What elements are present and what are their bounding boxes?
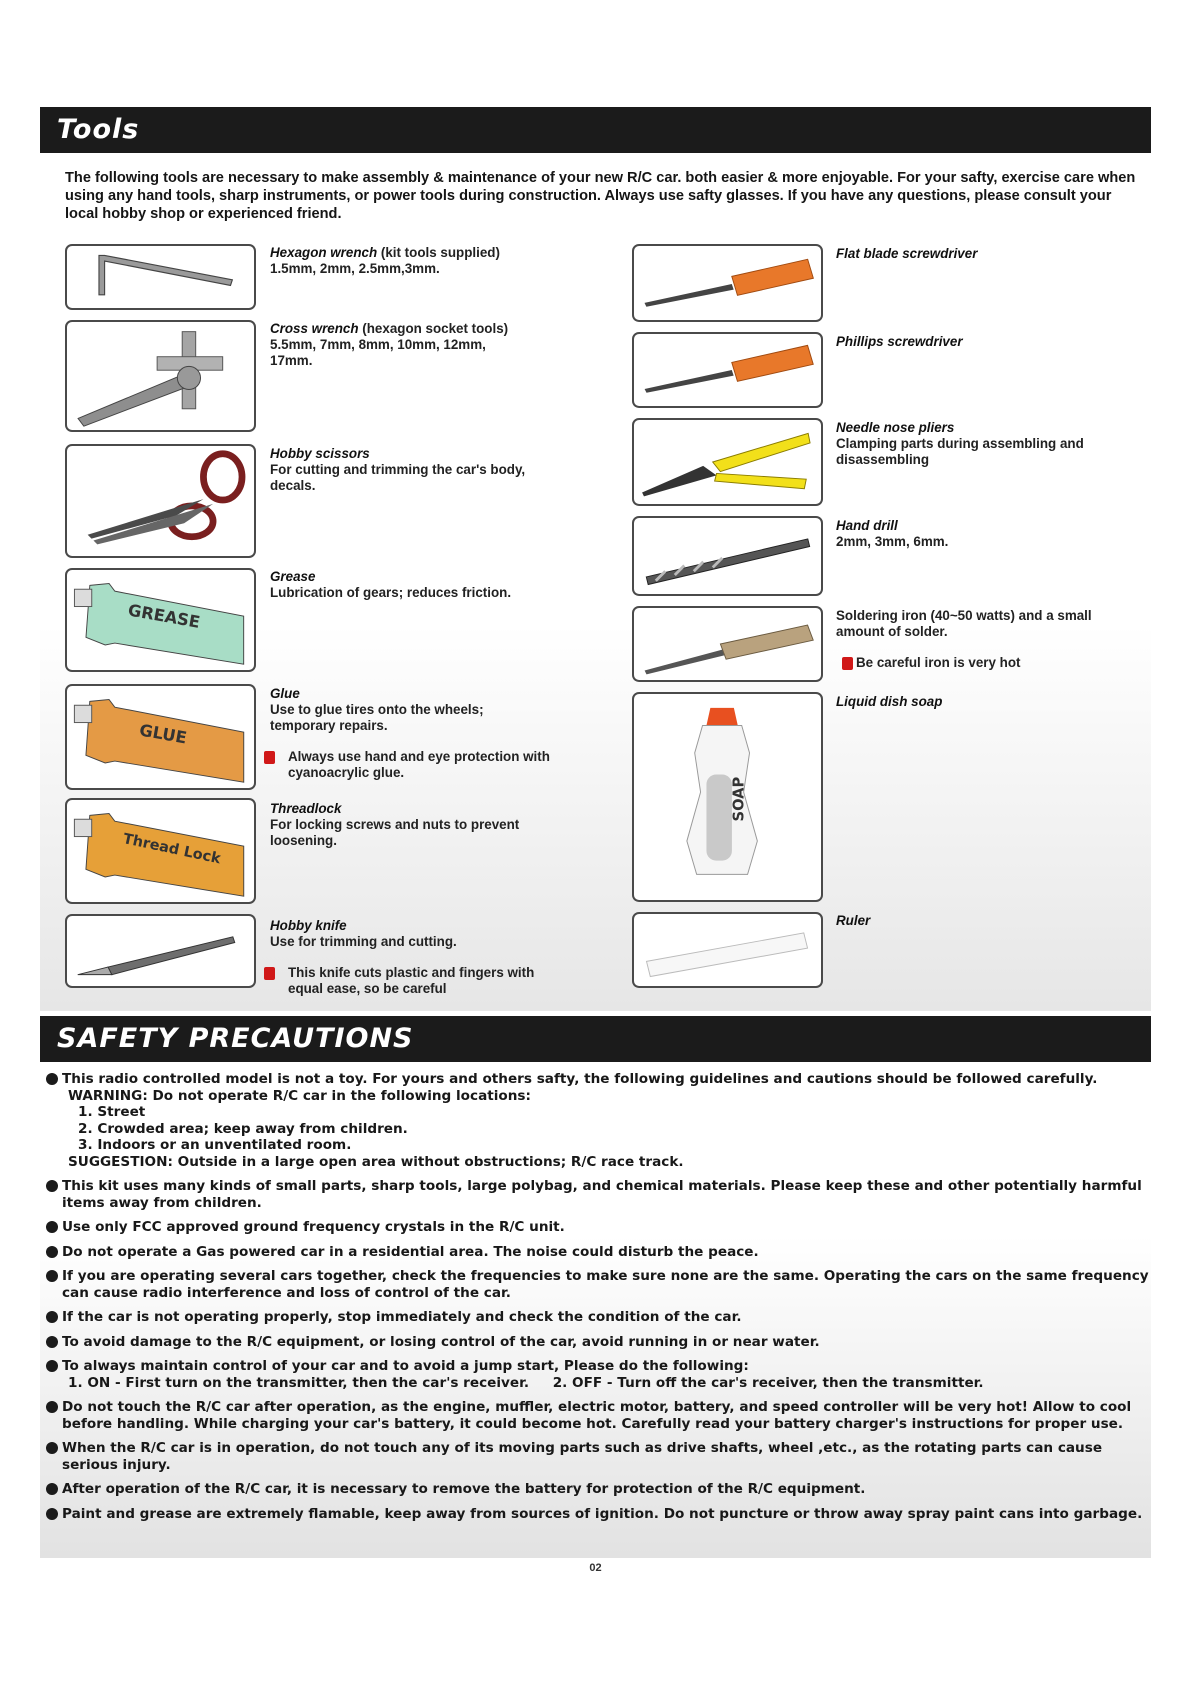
tool-name: Phillips screwdriver [836, 334, 963, 349]
safety-header: SAFETY PRECAUTIONS [40, 1016, 1151, 1062]
pliers-image [632, 418, 823, 506]
safety-item [46, 1334, 1151, 1351]
location-item: 3. Indoors or an unventilated room. [78, 1137, 352, 1153]
bullet-icon [46, 1442, 58, 1454]
grease-tube-icon [67, 570, 254, 670]
soap-text [836, 694, 1126, 710]
warning-text: Always use hand and eye protection with cyanoacrylic glue. [288, 749, 550, 780]
bullet-icon [46, 1401, 58, 1413]
soap-bottle-icon [634, 694, 821, 900]
hand-drill-text [836, 518, 1126, 550]
warning-label: WARNING: [68, 1087, 148, 1104]
bullet-icon [46, 1483, 58, 1495]
tool-desc: Use for trimming and cutting. [270, 934, 457, 949]
glue-label: GLUE [137, 720, 189, 748]
threadlock-text [270, 801, 550, 849]
safety-item [46, 1071, 1151, 1170]
hexagon-wrench-image [65, 244, 256, 310]
flat-screwdriver-icon [634, 246, 821, 320]
soldering-iron-text [836, 608, 1126, 640]
tool-name: Flat blade screwdriver [836, 246, 978, 261]
soap-label: SOAP [730, 776, 748, 822]
tool-name: Ruler [836, 913, 871, 928]
location-item: 1. Street [78, 1104, 146, 1120]
safety-text: When the R/C car is in operation, do not touch any of its moving parts such as drive shafts, wheel ,etc., as the rotating parts can cause serious injury. [62, 1440, 1103, 1473]
safety-text: After operation of the R/C car, it is necessary to remove the battery for protection of the R/C equipment. [62, 1481, 866, 1497]
cross-wrench-icon [67, 322, 254, 430]
bullet-icon [46, 1311, 58, 1323]
safety-item [46, 1178, 1151, 1211]
page-number: 02 [589, 1562, 602, 1574]
warning-text: Do not operate R/C car in the following locations: [147, 1087, 531, 1104]
hobby-knife-icon [67, 916, 254, 986]
cross-wrench-image [65, 320, 256, 432]
bullet-icon [46, 1508, 58, 1520]
tool-name: Needle nose pliers [836, 420, 955, 435]
safety-item [46, 1244, 1151, 1261]
pliers-text [836, 420, 1126, 468]
safety-item [46, 1358, 1151, 1391]
tool-name: Hobby scissors [270, 446, 370, 461]
grease-label: GREASE [126, 600, 202, 632]
drill-bit-image [632, 516, 823, 596]
tool-name: Hexagon wrench [270, 245, 378, 260]
safety-item [46, 1481, 1151, 1498]
tool-desc: 2mm, 3mm, 6mm. [836, 534, 949, 549]
suggestion-text: Outside in a large open area without obstructions; R/C race track. [172, 1153, 684, 1170]
glue-text [270, 686, 540, 734]
threadlock-image [65, 798, 256, 904]
hobby-knife-warning [264, 965, 554, 997]
hobby-knife-text [270, 918, 550, 950]
warning-icon [264, 751, 275, 764]
glue-tube-icon [67, 686, 254, 788]
drill-bit-icon [634, 518, 821, 594]
bullet-icon [46, 1246, 58, 1258]
hexagon-wrench-text [270, 245, 540, 277]
ruler-icon [634, 914, 821, 986]
tool-suffix: (hexagon socket tools) [358, 321, 509, 336]
cross-wrench-text [270, 321, 540, 369]
safety-item [46, 1399, 1151, 1432]
safety-item [46, 1506, 1151, 1523]
ruler-image [632, 912, 823, 988]
flat-screwdriver-text [836, 246, 1126, 262]
safety-text: To always maintain control of your car and to avoid a jump start, Please do the following: [62, 1358, 749, 1374]
hobby-knife-image [65, 914, 256, 988]
tool-desc: 1.5mm, 2mm, 2.5mm,3mm. [270, 261, 440, 276]
ruler-text [836, 913, 1126, 929]
bullet-icon [46, 1270, 58, 1282]
threadlock-label: Thread Lock [121, 831, 222, 868]
safety-text: Do not operate a Gas powered car in a residential area. The noise could disturb the peace. [62, 1243, 759, 1260]
safety-text: Do not touch the R/C car after operation, as the engine, muffler, electric motor, battery, and speed controller will be very hot! Allow to cool before handling. While charging your car's battery, it could become hot. Carefully read your battery charger's instructions for proper use. [62, 1399, 1132, 1432]
tool-desc: Use to glue tires onto the wheels; temporary repairs. [270, 702, 484, 733]
safety-text: This kit uses many kinds of small parts, sharp tools, large polybag, and chemical materials. Please keep these and other potentially harmful items away from children. [62, 1178, 1142, 1211]
safety-item [46, 1309, 1151, 1326]
soldering-iron-warning [842, 655, 1132, 671]
warning-text: This knife cuts plastic and fingers with equal ease, so be careful [288, 965, 535, 996]
warning-text: Be careful iron is very hot [856, 655, 1021, 670]
grease-text [270, 569, 550, 601]
tool-desc: For locking screws and nuts to prevent loosening. [270, 817, 520, 848]
tool-name: Glue [270, 686, 300, 701]
phillips-screwdriver-image [632, 332, 823, 408]
scissors-text [270, 446, 550, 494]
safety-text: This radio controlled model is not a toy. For yours and others safty, the following guidelines and cautions should be followed carefully. [62, 1071, 1098, 1087]
location-item: 2. Crowded area; keep away from children. [78, 1120, 408, 1137]
tools-intro: The following tools are necessary to make assembly & maintenance of your new R/C car. both easier & more enjoyable. For your safty, exercise care when using any hand tools, sharp instruments, or power tools during construction. Always use safty glasses. If you have any questions, please consult your local hobby shop or experienced friend. [65, 170, 1136, 222]
tool-name: Hobby knife [270, 918, 347, 933]
safety-item [46, 1219, 1151, 1236]
soldering-iron-image [632, 606, 823, 682]
glue-warning [264, 749, 554, 781]
tool-name: Liquid dish soap [836, 694, 943, 709]
threadlock-tube-icon [67, 800, 254, 902]
bullet-icon [46, 1360, 58, 1372]
tools-header: Tools [40, 107, 1151, 153]
pliers-icon [634, 420, 821, 504]
safety-text: If the car is not operating properly, stop immediately and check the condition of the car. [62, 1309, 742, 1325]
soldering-iron-icon [634, 608, 821, 680]
glue-image [65, 684, 256, 790]
tool-name: Threadlock [270, 801, 342, 816]
tool-suffix: (kit tools supplied) [377, 245, 500, 260]
tool-name: Grease [270, 569, 316, 584]
phillips-screwdriver-icon [634, 334, 821, 406]
grease-image [65, 568, 256, 672]
safety-text: If you are operating several cars together, check the frequencies to make sure none are the same. Operating the cars on the same frequency can cause radio interference and loss of control of the car. [62, 1268, 1149, 1301]
tool-name: Hand drill [836, 518, 898, 533]
safety-steps: 1. ON - First turn on the transmitter, then the car's receiver. 2. OFF - Turn off the car's receiver, then the transmitter. [68, 1374, 984, 1391]
bullet-icon [46, 1336, 58, 1348]
tool-desc: For cutting and trimming the car's body, decals. [270, 462, 526, 493]
soap-image [632, 692, 823, 902]
bullet-icon [46, 1180, 58, 1192]
tool-desc: Lubrication of gears; reduces friction. [270, 585, 512, 600]
phillips-screwdriver-text [836, 334, 1126, 350]
bullet-icon [46, 1073, 58, 1085]
safety-text: To avoid damage to the R/C equipment, or losing control of the car, avoid running in or near water. [62, 1333, 820, 1350]
hexagon-wrench-icon [67, 246, 254, 308]
tool-desc: 5.5mm, 7mm, 8mm, 10mm, 12mm, 17mm. [270, 337, 486, 368]
safety-text: Paint and grease are extremely flamable, keep away from sources of ignition. Do not puncture or throw away spray paint cans into garbage. [62, 1505, 1143, 1522]
safety-item [46, 1268, 1151, 1301]
warning-icon [842, 657, 853, 670]
warning-icon [264, 967, 275, 980]
scissors-image [65, 444, 256, 558]
safety-item [46, 1440, 1151, 1473]
flat-screwdriver-image [632, 244, 823, 322]
tool-desc: Clamping parts during assembling and disassembling [836, 436, 1084, 467]
safety-list [46, 1071, 1151, 1530]
tool-desc: Soldering iron (40~50 watts) and a small amount of solder. [836, 608, 1092, 639]
suggestion-label: SUGGESTION: [68, 1153, 173, 1170]
scissors-icon [67, 446, 254, 556]
safety-text: Use only FCC approved ground frequency crystals in the R/C unit. [62, 1219, 565, 1235]
bullet-icon [46, 1221, 58, 1233]
tool-name: Cross wrench [270, 321, 359, 336]
